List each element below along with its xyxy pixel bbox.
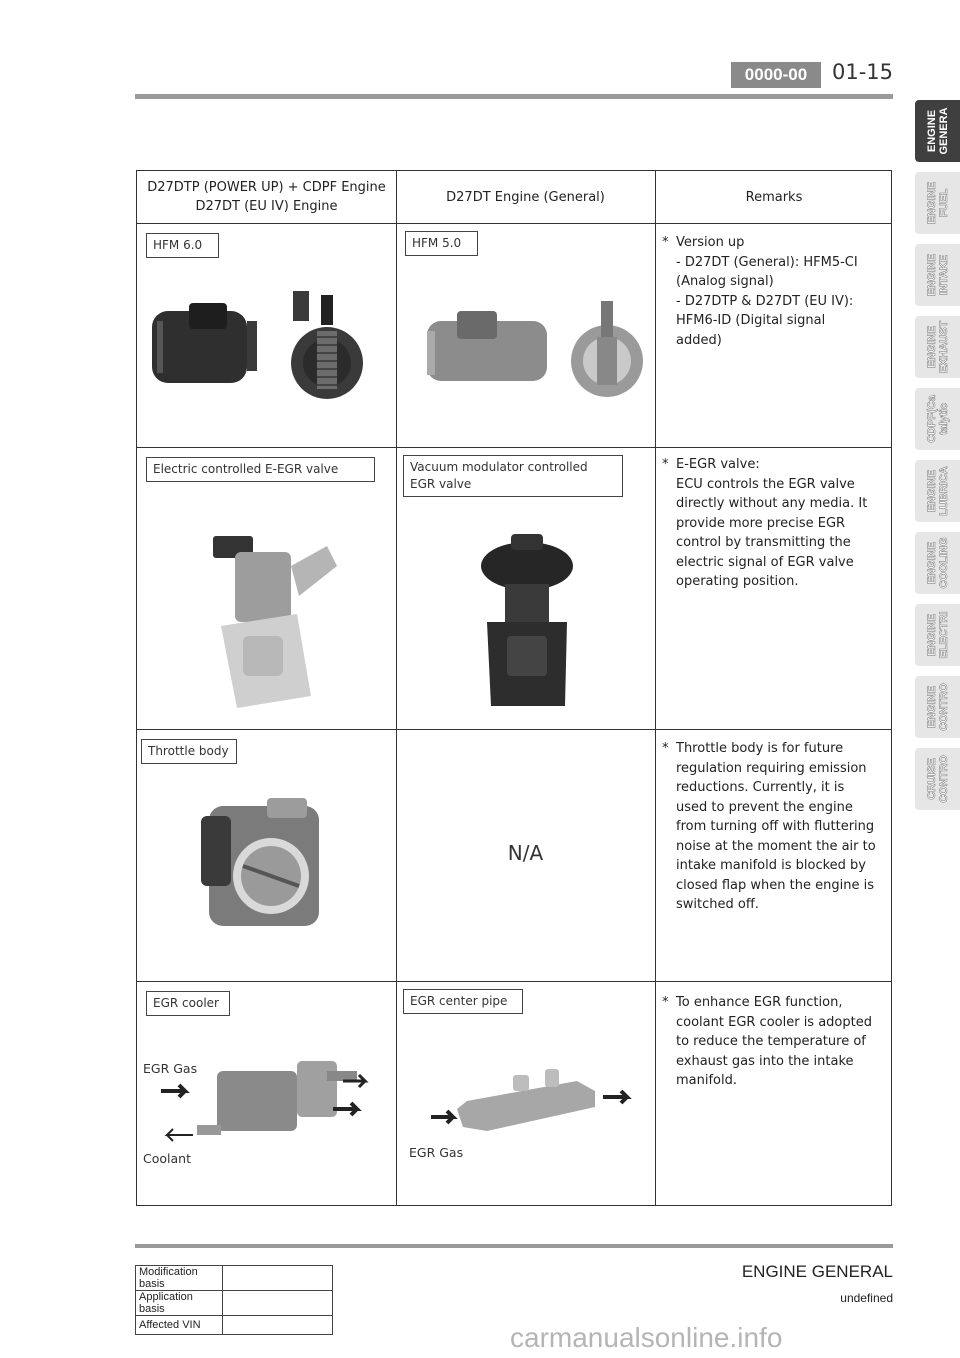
remark-egr-valve: * E-EGR valve: ECU controls the EGR valve directly without any media. It provide more precise EGR control by transmitting the electric signal of EGR valve operating position. [662, 457, 868, 589]
footer-divider [135, 1244, 893, 1248]
remark-throttle-body: * Throttle body is for future regulation requiring emission reductions. Currently, it is used to prevent the engine from turning off with fluttering noise at the moment the air to intake manifold is blocked by closed flap when the engine is switched off. [662, 741, 876, 912]
tab-engine-intake[interactable]: ENGINE INTAKE [915, 244, 960, 306]
tab-cdpf[interactable]: CDPF(Ca talytic [915, 388, 960, 450]
label-e-egr-valve: Electric controlled E-EGR valve [146, 457, 375, 482]
header-remarks: Remarks [745, 189, 803, 205]
label-hfm-5: HFM 5.0 [405, 231, 478, 256]
egr-center-pipe-gas-caption: EGR Gas [409, 1145, 464, 1160]
egr-cooler-gas-caption: EGR Gas [143, 1061, 198, 1076]
mod-value-vin [223, 1316, 333, 1335]
mod-key-modification: Modification basis [136, 1266, 223, 1291]
label-vacuum-egr-valve: Vacuum modulator controlled EGR valve [403, 455, 623, 497]
footer-subtitle: undefined [840, 1291, 893, 1305]
tab-engine-lubrication[interactable]: ENGINE LUBRICA [915, 460, 960, 522]
footer-title: ENGINE GENERAL [741, 1262, 893, 1281]
header-divider [135, 94, 893, 99]
not-applicable: N/A [507, 841, 544, 865]
tab-engine-general[interactable]: ENGINE GENERA [915, 100, 960, 162]
page-number: 01-15 [832, 60, 894, 84]
egr-center-pipe-image [427, 1061, 637, 1151]
mod-key-application: Application basis [136, 1291, 223, 1316]
label-hfm-6: HFM 6.0 [146, 233, 219, 258]
tab-engine-cooling[interactable]: ENGINE COOLING [915, 532, 960, 594]
tab-cruise-control[interactable]: CRUISE CONTRO [915, 748, 960, 810]
modification-table [135, 1265, 333, 1335]
egr-cooler-image [157, 1051, 377, 1151]
header-cdpf-engine: D27DTP (POWER UP) + CDPF Engine D27DT (EU IV) Engine [147, 180, 386, 214]
mod-key-vin: Affected VIN [136, 1316, 223, 1335]
e-egr-valve-image [207, 526, 347, 716]
label-egr-center-pipe: EGR center pipe [403, 989, 523, 1014]
tab-engine-control[interactable]: ENGINE CONTRO [915, 676, 960, 738]
vacuum-egr-valve-image [467, 526, 587, 716]
comparison-table [136, 170, 892, 1206]
header-general-engine: D27DT Engine (General) [446, 189, 605, 205]
hfm5-sensor-image [407, 291, 647, 401]
egr-cooler-coolant-caption: Coolant [143, 1151, 191, 1166]
hfm6-sensor-image [147, 291, 387, 401]
tab-engine-fuel[interactable]: ENGINE FUEL [915, 172, 960, 234]
watermark: carmanualsonline.info [510, 1322, 783, 1353]
tab-engine-electrical[interactable]: ENGINE ELECTRI [915, 604, 960, 666]
remark-hfm: * Version up - D27DT (General): HFM5-CI (Analog signal) - D27DTP & D27DT (EU IV): HFM6-ID (Digital signal added) [662, 235, 858, 348]
tab-engine-exhaust[interactable]: ENGINE EXHAUST [915, 316, 960, 378]
label-egr-cooler: EGR cooler [146, 991, 230, 1016]
section-code-badge: 0000-00 [731, 62, 821, 88]
mod-value-modification [223, 1266, 333, 1291]
throttle-body-image [197, 796, 337, 946]
mod-value-application [223, 1291, 333, 1316]
remark-egr-cooler: * To enhance EGR function, coolant EGR cooler is adopted to reduce the temperature of exhaust gas into the intake manifold. [662, 995, 872, 1088]
label-throttle-body: Throttle body [141, 739, 237, 764]
